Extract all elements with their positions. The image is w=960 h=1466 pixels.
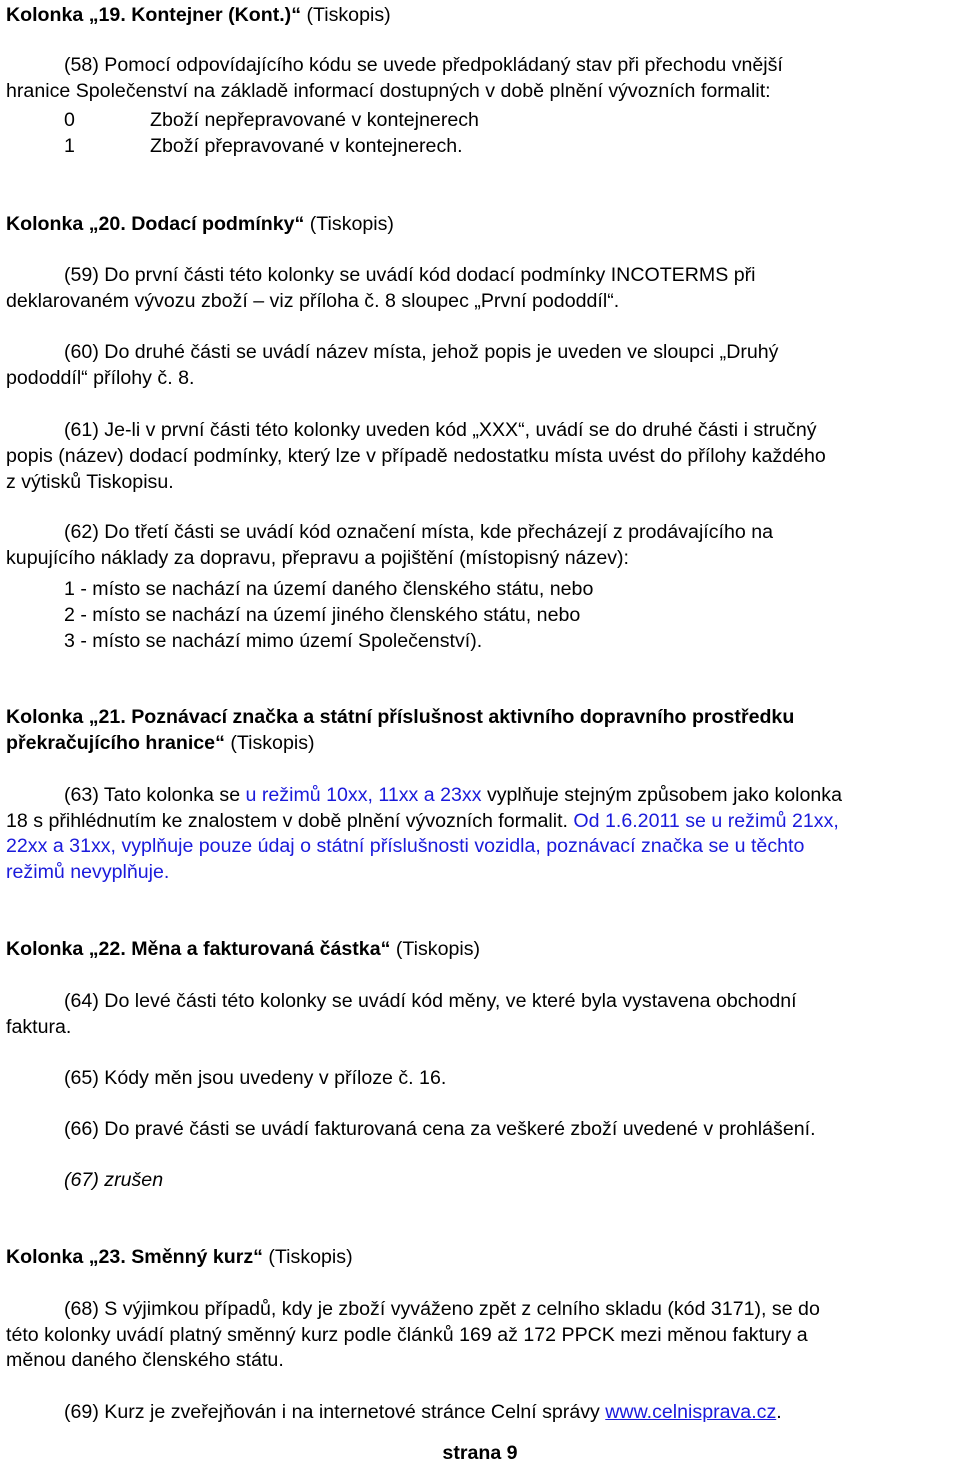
paragraph-63-amendment-a: u režimů 10xx, 11xx a 23xx <box>245 784 482 806</box>
option-1-text: Zboží přepravované v kontejnerech. <box>150 135 463 157</box>
heading-kolonka-21-line-2 <box>6 730 315 756</box>
paragraph-59-line-2: deklarovaném vývozu zboží – viz příloha č. 8 sloupec „První pododdíl“. <box>6 290 620 312</box>
paragraph-66: (66) Do pravé části se uvádí fakturovaná cena za veškeré zboží uvedené v prohlášení. <box>64 1118 816 1140</box>
paragraph-69-text: (69) Kurz je zveřejňován i na internetové stránce Celní správy <box>64 1401 606 1423</box>
paragraph-61-line-3: z výtisků Tiskopisu. <box>6 471 174 493</box>
heading-kolonka-22-suffix: (Tiskopis) <box>390 938 481 960</box>
option-0-text: Zboží nepřepravované v kontejnerech <box>150 109 479 131</box>
paragraph-62-line-1: (62) Do třetí části se uvádí kód označení místa, kde přecházejí z prodávajícího na <box>64 521 774 543</box>
paragraph-67: (67) zrušen <box>64 1169 164 1191</box>
paragraph-60-line-2: pododdíl“ přílohy č. 8. <box>6 367 195 389</box>
paragraph-63-text-b: vyplňuje stejným způsobem jako kolonka <box>481 784 842 806</box>
paragraph-60-line-1: (60) Do druhé části se uvádí název místa, jehož popis je uveden ve sloupci „Druhý <box>64 341 779 363</box>
heading-kolonka-20 <box>6 211 394 237</box>
list-item-2: 2 - místo se nachází na území jiného členského státu, nebo <box>64 604 581 626</box>
paragraph-68-line-1: (68) S výjimkou případů, kdy je zboží vyváženo zpět z celního skladu (kód 3171), se do <box>64 1298 820 1320</box>
paragraph-64-line-1: (64) Do levé části této kolonky se uvádí kód měny, ve které byla vystavena obchodní <box>64 990 797 1012</box>
paragraph-59-line-1: (59) Do první části této kolonky se uvádí kód dodací podmínky INCOTERMS při <box>64 264 756 286</box>
heading-kolonka-23-suffix: (Tiskopis) <box>262 1246 353 1268</box>
paragraph-63-line-2 <box>6 808 839 834</box>
option-0-code: 0 <box>64 109 75 131</box>
heading-kolonka-21-title-end: překračujícího hranice“ <box>6 732 225 754</box>
paragraph-68-line-3: měnou daného členského státu. <box>6 1349 284 1371</box>
list-item-3: 3 - místo se nachází mimo území Společenství). <box>64 630 483 652</box>
heading-kolonka-19-suffix: (Tiskopis) <box>301 4 391 26</box>
paragraph-63-line-1 <box>64 782 842 808</box>
paragraph-61-line-2: popis (název) dodací podmínky, který lze v případě nedostatku místa uvést do přílohy každého <box>6 445 826 467</box>
paragraph-62-line-2: kupujícího náklady za dopravu, přepravu a pojištění (místopisný název): <box>6 547 629 569</box>
paragraph-63-line-3: 22xx a 31xx, vyplňuje pouze údaj o státní příslušnosti vozidla, poznávací značka se u těchto <box>6 835 805 857</box>
page-number: strana 9 <box>442 1442 518 1464</box>
heading-kolonka-23 <box>6 1244 353 1270</box>
list-item-1: 1 - místo se nachází na území daného členského státu, nebo <box>64 578 594 600</box>
heading-kolonka-19 <box>6 2 391 28</box>
paragraph-58-line-1: (58) Pomocí odpovídajícího kódu se uvede předpokládaný stav při přechodu vnější <box>64 54 783 76</box>
heading-kolonka-21-line-1: Kolonka „21. Poznávací značka a státní příslušnost aktivního dopravního prostředku <box>6 706 795 728</box>
paragraph-69-end: . <box>776 1401 782 1423</box>
paragraph-64-line-2: faktura. <box>6 1016 72 1038</box>
option-1-code: 1 <box>64 135 75 157</box>
heading-kolonka-19-title: Kolonka „19. Kontejner (Kont.)“ <box>6 4 302 26</box>
paragraph-63-text-a: (63) Tato kolonka se <box>64 784 246 806</box>
paragraph-58-line-2: hranice Společenství na základě informací dostupných v době plnění vývozních formalit: <box>6 80 771 102</box>
paragraph-61-line-1: (61) Je-li v první části této kolonky uveden kód „XXX“, uvádí se do druhé části i stručný <box>64 419 817 441</box>
heading-kolonka-21-suffix: (Tiskopis) <box>224 732 315 754</box>
paragraph-63-line-4: režimů nevyplňuje. <box>6 861 170 883</box>
heading-kolonka-22-title: Kolonka „22. Měna a fakturovaná částka“ <box>6 938 391 960</box>
heading-kolonka-20-title: Kolonka „20. Dodací podmínky“ <box>6 213 305 235</box>
paragraph-68-line-2: této kolonky uvádí platný směnný kurz podle článků 169 až 172 PPCK mezi měnou faktury a <box>6 1324 808 1346</box>
heading-kolonka-22 <box>6 936 480 962</box>
paragraph-63-text-c: 18 s přihlédnutím ke znalostem v době plnění vývozních formalit. <box>6 810 574 832</box>
paragraph-63-amendment-b: Od 1.6.2011 se u režimů 21xx, <box>573 810 839 832</box>
paragraph-65: (65) Kódy měn jsou uvedeny v příloze č. 16. <box>64 1067 447 1089</box>
paragraph-69 <box>64 1399 782 1425</box>
heading-kolonka-20-suffix: (Tiskopis) <box>304 213 394 235</box>
heading-kolonka-23-title: Kolonka „23. Směnný kurz“ <box>6 1246 263 1268</box>
celnisprava-link[interactable]: www.celnisprava.cz <box>605 1401 777 1423</box>
